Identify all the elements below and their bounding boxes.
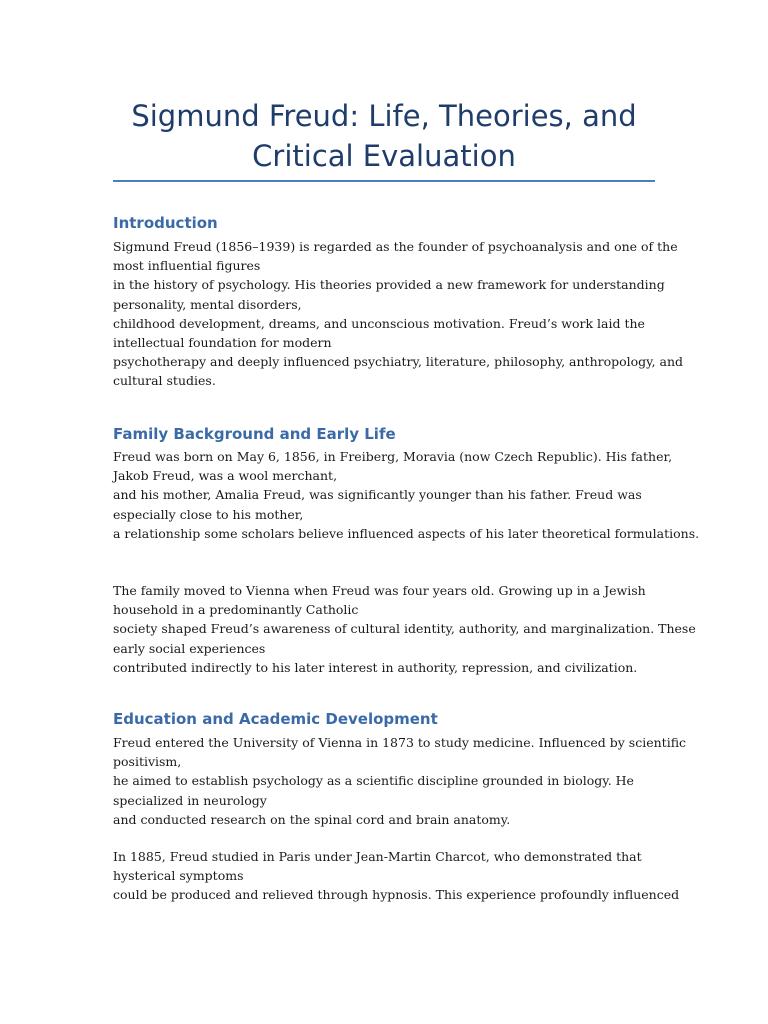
text-line: Jakob Freud, was a wool merchant, <box>113 468 338 484</box>
document-title-line: Sigmund Freud: Life, Theories, and <box>131 99 637 133</box>
text-line: he aimed to establish psychology as a scientific discipline grounded in biology. He <box>113 773 634 789</box>
text-line: could be produced and relieved through hypnosis. This experience profoundly influenced <box>113 887 680 903</box>
text-line: Freud entered the University of Vienna in 1873 to study medicine. Influenced by scientific <box>113 735 687 750</box>
text-line: cultural studies. <box>113 373 216 389</box>
text-line: early social experiences <box>113 640 266 656</box>
text-line: childhood development, dreams, and unconscious motivation. Freud’s work laid the <box>113 315 645 331</box>
paragraph-education-2 <box>113 847 680 905</box>
text-line: in the history of psychology. His theories provided a new framework for understanding <box>113 277 665 293</box>
text-line: specialized in neurology <box>113 792 267 808</box>
document-title-line: Critical Evaluation <box>252 139 516 173</box>
text-line: The family moved to Vienna when Freud was four years old. Growing up in a Jewish <box>113 583 646 598</box>
text-line: society shaped Freud’s awareness of cultural identity, authority, and marginalization. These <box>113 621 696 637</box>
text-line: contributed indirectly to his later interest in authority, repression, and civilization. <box>113 659 638 675</box>
paragraph-family-background-2 <box>113 581 696 677</box>
text-line: positivism, <box>113 754 182 770</box>
text-line: intellectual foundation for modern <box>113 335 332 351</box>
text-line: personality, mental disorders, <box>113 296 302 312</box>
text-line: most influential figures <box>113 258 261 274</box>
text-line: psychotherapy and deeply influenced psychiatry, literature, philosophy, anthropology, and <box>113 354 684 370</box>
text-line: hysterical symptoms <box>113 868 244 884</box>
text-line: and his mother, Amalia Freud, was significantly younger than his father. Freud was <box>113 487 642 503</box>
document-title <box>113 96 655 176</box>
paragraph-introduction-1 <box>113 237 684 391</box>
title-divider <box>113 180 655 182</box>
text-line: Sigmund Freud (1856–1939) is regarded as the founder of psychoanalysis and one of the <box>113 239 678 254</box>
text-line: In 1885, Freud studied in Paris under Jean-Martin Charcot, who demonstrated that <box>113 849 642 864</box>
paragraph-education-1 <box>113 733 687 829</box>
text-line: especially close to his mother, <box>113 506 304 522</box>
text-line: Freud was born on May 6, 1856, in Freiberg, Moravia (now Czech Republic). His father, <box>113 449 673 464</box>
text-line: household in a predominantly Catholic <box>113 602 359 618</box>
paragraph-family-background-1 <box>113 447 700 543</box>
section-heading-family-background: Family Background and Early Life <box>113 425 396 443</box>
text-line: a relationship some scholars believe influenced aspects of his later theoretical formulations. <box>113 525 700 541</box>
section-heading-introduction: Introduction <box>113 214 218 232</box>
text-line: and conducted research on the spinal cord and brain anatomy. <box>113 811 511 827</box>
section-heading-education: Education and Academic Development <box>113 710 438 728</box>
